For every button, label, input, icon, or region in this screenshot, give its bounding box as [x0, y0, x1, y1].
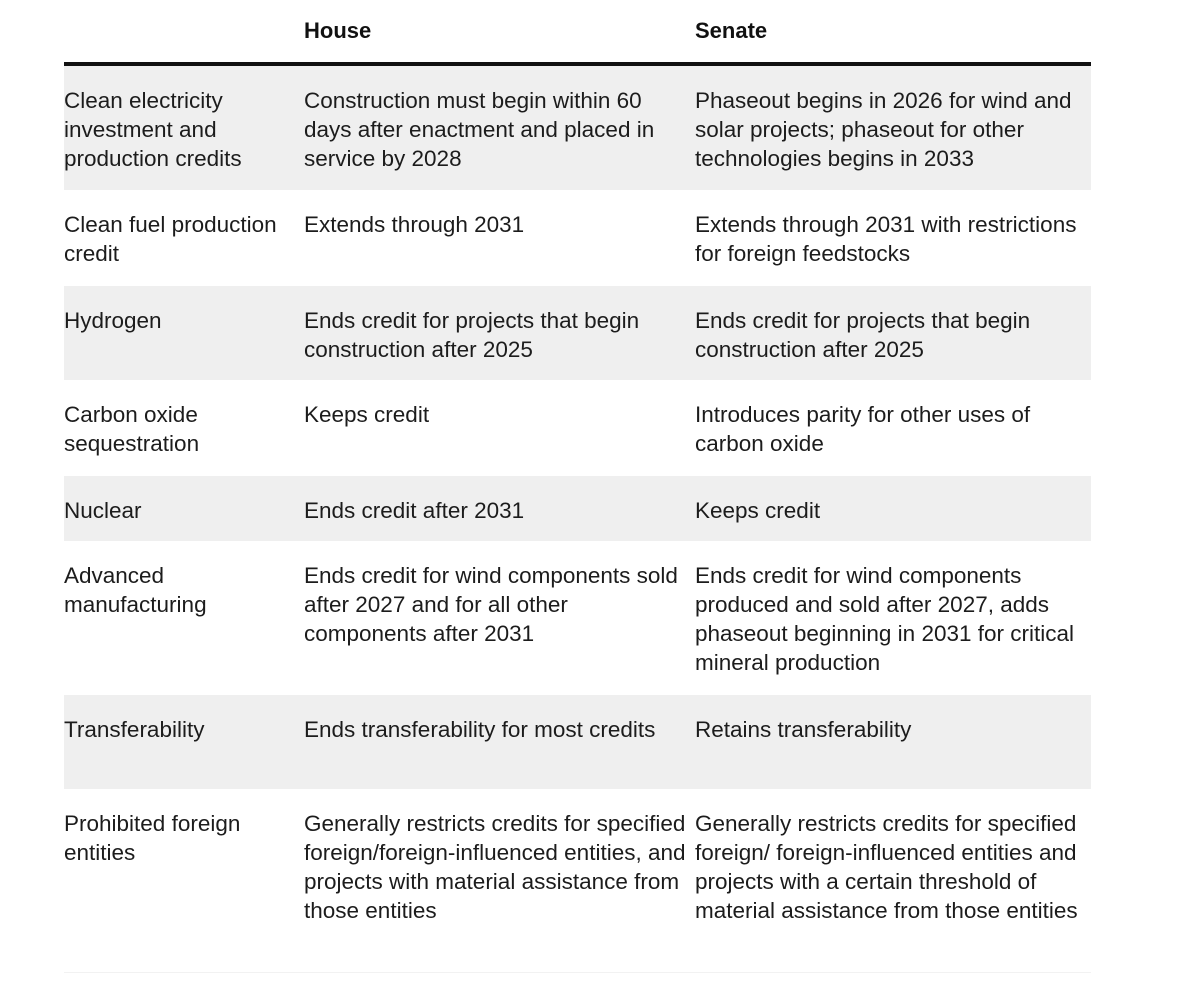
row-label: Carbon oxide sequestration — [64, 402, 200, 456]
house-cell: Ends transferability for most credits — [304, 717, 656, 742]
table-row — [64, 190, 1091, 286]
table-header — [64, 0, 1091, 66]
row-label: Transferability — [64, 717, 205, 742]
senate-cell: Phaseout begins in 2026 for wind and solar projects; phaseout for other technologies begins in 2033 — [695, 88, 1072, 171]
table-row — [64, 695, 1091, 789]
header-senate: Senate — [695, 18, 768, 43]
table-bottom-divider — [64, 972, 1091, 973]
senate-cell: Keeps credit — [695, 498, 821, 523]
table-row — [64, 476, 1091, 541]
senate-cell: Introduces parity for other uses of carbon oxide — [695, 402, 1031, 456]
house-cell: Keeps credit — [304, 402, 430, 427]
house-cell: Ends credit for projects that begin construction after 2025 — [304, 308, 640, 362]
senate-cell: Ends credit for wind components produced and sold after 2027, adds phaseout beginning in 2031 for critical mineral production — [695, 563, 1075, 675]
header-empty — [64, 0, 304, 62]
row-label: Prohibited foreign entities — [64, 811, 241, 865]
senate-cell: Extends through 2031 with restrictions for foreign feedstocks — [695, 212, 1077, 266]
comparison-table — [64, 0, 1091, 973]
row-label: Clean fuel production credit — [64, 212, 277, 266]
house-cell: Ends credit for wind components sold after 2027 and for all other components after 2031 — [304, 563, 678, 646]
house-cell: Extends through 2031 — [304, 212, 525, 237]
table-row — [64, 66, 1091, 190]
table-row — [64, 286, 1091, 380]
house-cell: Ends credit after 2031 — [304, 498, 525, 523]
table-row — [64, 789, 1091, 972]
header-house: House — [304, 18, 372, 43]
row-label: Hydrogen — [64, 308, 162, 333]
row-label: Advanced manufacturing — [64, 563, 207, 617]
senate-cell: Ends credit for projects that begin construction after 2025 — [695, 308, 1031, 362]
table-row — [64, 380, 1091, 476]
senate-cell: Generally restricts credits for specified foreign/ foreign-influenced entities and projects with a certain threshold of material assistance from those entities — [695, 811, 1078, 923]
house-cell: Construction must begin within 60 days after enactment and placed in service by 2028 — [304, 88, 655, 171]
house-cell: Generally restricts credits for specified foreign/foreign-influenced entities, and projects with material assistance from those entities — [304, 811, 686, 923]
row-label: Clean electricity investment and production credits — [64, 88, 242, 171]
senate-cell: Retains transferability — [695, 717, 912, 742]
table-row — [64, 541, 1091, 695]
row-label: Nuclear — [64, 498, 142, 523]
